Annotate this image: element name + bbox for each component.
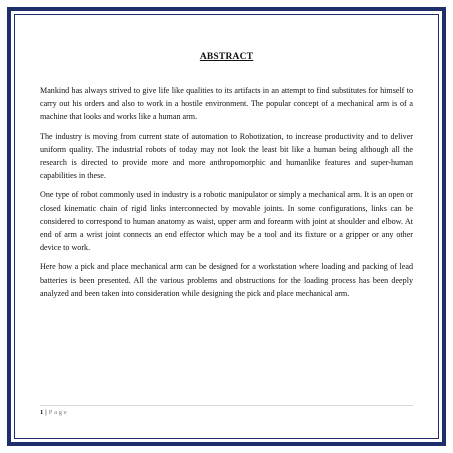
footer-divider: [40, 405, 413, 406]
page-number: 1: [40, 409, 44, 416]
footer-separator: |: [45, 409, 47, 416]
paragraph-3: One type of robot commonly used in industry is a robotic manipulator or simply a mechanical arm. It is an open or closed kinematic chain of rigid links interconnected by movable joints. In some configurations, links can be considered to correspond to human anatomy as waist, upper arm and forearm with joint at shoulder and elbow. At end of arm a wrist joint connects an end effector which may be a tool and its fixture or a gripper or any other device to work.: [40, 190, 413, 253]
abstract-heading: ABSTRACT: [199, 52, 254, 62]
paragraph-2: The industry is moving from current state of automation to Robotization, to increase productivity and to deliver uniform quality. The industrial robots of today may not look the least bit like a human being although all the research is directed to provide more and more anthropomorphic and humanlike features and super-human capabilities in these.: [40, 131, 413, 181]
page-label: Page: [48, 409, 69, 416]
paragraph-4: Here how a pick and place mechanical arm can be designed for a workstation where loading and packing of lead batteries is been presented. All the various problems and obstructions for the loading process has been deeply analyzed and been taken into consideration while designing the pick and place mechanical arm.: [40, 262, 413, 298]
paragraph-1: Mankind has always strived to give life like qualities to its artifacts in an attempt to find substitutes for himself to carry out his orders and also to work in a hostile environment. The popular concept of a mechanical arm is of a machine that looks and works like a human arm.: [40, 86, 413, 122]
page-footer: [40, 409, 69, 416]
document-body: [40, 52, 413, 306]
